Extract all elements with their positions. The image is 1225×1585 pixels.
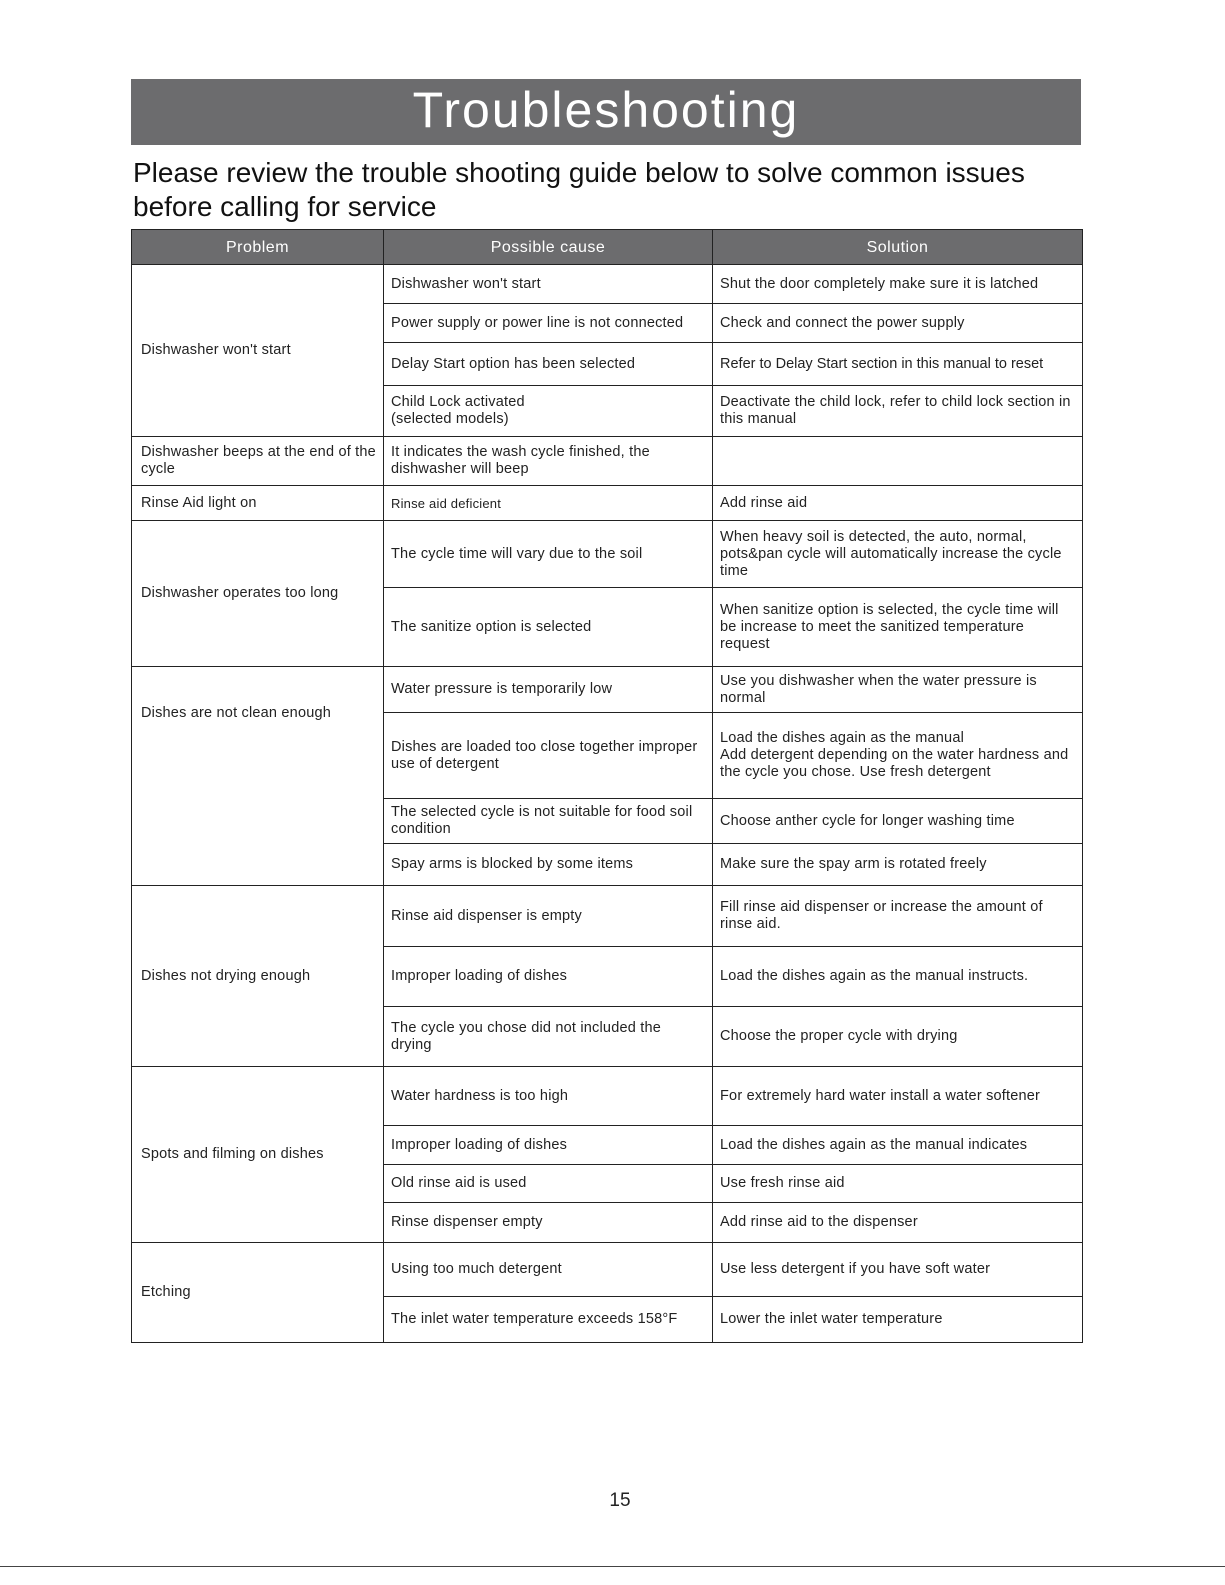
cause-cell: Improper loading of dishes [384,1126,713,1165]
cause-cell: Water hardness is too high [384,1067,713,1126]
cause-cell: Child Lock activated (selected models) [384,386,713,437]
cause-cell: The cycle time will vary due to the soil [384,521,713,588]
solution-cell: Choose anther cycle for longer washing time [713,799,1083,844]
solution-cell: Make sure the spay arm is rotated freely [713,844,1083,886]
cause-cell: The cycle you chose did not included the drying [384,1007,713,1067]
bottom-divider [0,1566,1225,1567]
cause-cell: It indicates the wash cycle finished, the dishwasher will beep [384,437,713,486]
solution-cell: Fill rinse aid dispenser or increase the amount of rinse aid. [713,886,1083,947]
page-title: Troubleshooting [131,79,1081,145]
table-row [132,265,1083,304]
solution-cell: Use fresh rinse aid [713,1165,1083,1203]
cause-cell: Rinse aid dispenser is empty [384,886,713,947]
solution-cell: Load the dishes again as the manual instructs. [713,947,1083,1007]
solution-cell: Use you dishwasher when the water pressure is normal [713,667,1083,713]
intro-text: Please review the trouble shooting guide below to solve common issues before calling for service [133,157,1025,222]
cause-cell: Improper loading of dishes [384,947,713,1007]
solution-cell: Add rinse aid to the dispenser [713,1203,1083,1243]
solution-cell: Shut the door completely make sure it is latched [713,265,1083,304]
header-cause: Possible cause [384,230,713,265]
solution-cell: Add rinse aid [713,486,1083,521]
cause-cell: Dishwasher won't start [384,265,713,304]
table-row [132,486,1083,521]
cause-cell: The inlet water temperature exceeds 158°F [384,1297,713,1343]
troubleshooting-table [131,229,1083,1343]
solution-cell: Deactivate the child lock, refer to child lock section in this manual [713,386,1083,437]
solution-cell: Choose the proper cycle with drying [713,1007,1083,1067]
cause-cell: Spay arms is blocked by some items [384,844,713,886]
problem-cell: Dishwasher operates too long [132,521,384,667]
cause-cell: The sanitize option is selected [384,588,713,667]
solution-cell: Check and connect the power supply [713,304,1083,343]
solution-cell: Load the dishes again as the manual indicates [713,1126,1083,1165]
table-header-row [132,230,1083,265]
header-solution: Solution [713,230,1083,265]
cause-cell: Old rinse aid is used [384,1165,713,1203]
cause-cell: Power supply or power line is not connected [384,304,713,343]
solution-cell: Refer to Delay Start section in this manual to reset [713,343,1083,386]
table-row [132,667,1083,713]
page-number: 15 [609,1490,631,1511]
solution-cell: When sanitize option is selected, the cycle time will be increase to meet the sanitized temperature request [713,588,1083,667]
problem-cell: Etching [132,1243,384,1343]
table-row [132,1067,1083,1126]
cause-cell: The selected cycle is not suitable for food soil condition [384,799,713,844]
table-row [132,886,1083,947]
solution-cell: Lower the inlet water temperature [713,1297,1083,1343]
header-problem: Problem [132,230,384,265]
cause-cell: Rinse aid deficient [384,486,713,521]
problem-cell: Spots and filming on dishes [132,1067,384,1243]
solution-cell: Load the dishes again as the manual Add detergent depending on the water hardness and the cycle you chose. Use fresh detergent [713,713,1083,799]
solution-cell: When heavy soil is detected, the auto, normal, pots&pan cycle will automatically increase the cycle time [713,521,1083,588]
cause-cell: Rinse dispenser empty [384,1203,713,1243]
problem-cell: Dishes are not clean enough [132,667,384,886]
cause-cell: Water pressure is temporarily low [384,667,713,713]
cause-cell: Dishes are loaded too close together improper use of detergent [384,713,713,799]
cause-cell: Using too much detergent [384,1243,713,1297]
table-row [132,521,1083,588]
table-row [132,437,1083,486]
problem-cell: Rinse Aid light on [132,486,384,521]
solution-cell: Use less detergent if you have soft water [713,1243,1083,1297]
problem-cell: Dishwasher beeps at the end of the cycle [132,437,384,486]
table-row [132,1243,1083,1297]
solution-cell [713,437,1083,486]
problem-cell: Dishwasher won't start [132,265,384,437]
solution-cell: For extremely hard water install a water softener [713,1067,1083,1126]
problem-cell: Dishes not drying enough [132,886,384,1067]
cause-cell: Delay Start option has been selected [384,343,713,386]
